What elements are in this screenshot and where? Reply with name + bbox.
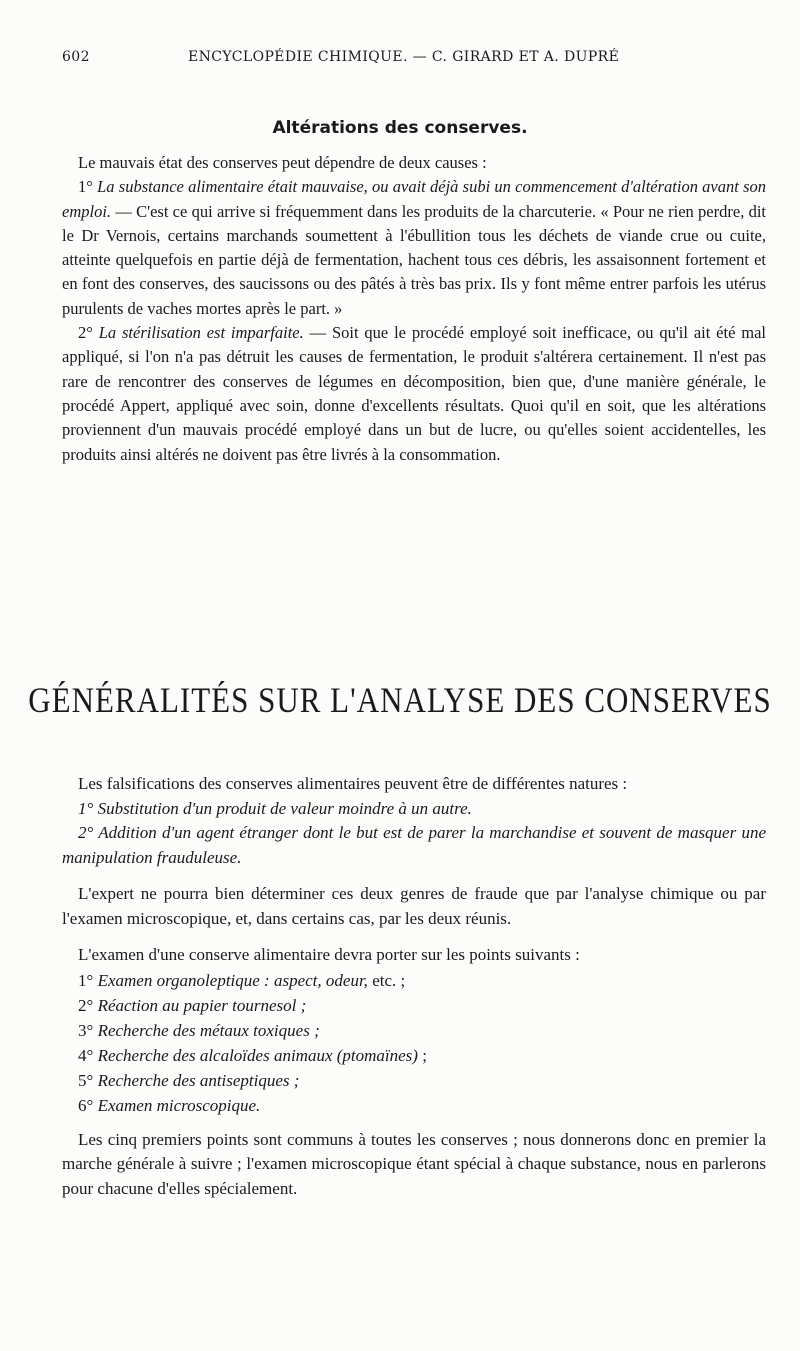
exam-points-list bbox=[62, 968, 766, 1118]
cause-1-text: — C'est ce qui arrive si fréquemment dans les produits de la charcuterie. « Pour ne rien perdre, dit le Dr Vernois, certains marchands soumettent à l'ébullition tous les déchets de viande crue ou cuite, atteinte quelquefois en partie déjà de fermentation, hachent tous ces débris, les assaisonnent fortement et en font des conserves, des saucissons ou des pâtés à très bas prix. Ils y font même entrer parfois les utérus purulents de vaches mortes après le part. » bbox=[62, 201, 767, 318]
exam-point bbox=[62, 1093, 766, 1118]
cause-2-paragraph bbox=[62, 321, 766, 467]
exam-point-suffix: etc. ; bbox=[367, 970, 406, 990]
exam-point-number: 2° bbox=[78, 995, 94, 1015]
page-number: 602 bbox=[62, 49, 90, 65]
exam-point bbox=[62, 1018, 766, 1043]
nature-2-text: Addition d'un agent étranger dont le but est de parer la marchandise et souvent de masquer une manipulation frauduleuse. bbox=[62, 823, 766, 867]
exam-point-number: 4° bbox=[78, 1045, 94, 1065]
nature-1-text: Substitution d'un produit de valeur moindre à un autre. bbox=[97, 798, 472, 818]
expert-paragraph: L'expert ne pourra bien déterminer ces deux genres de fraude que par l'analyse chimique ou par l'examen microscopique, et, dans certains cas, par les deux réunis. bbox=[62, 884, 766, 928]
running-header bbox=[62, 49, 770, 71]
section-title-alterations: Altérations des conserves. bbox=[272, 118, 528, 138]
exam-point bbox=[62, 1043, 766, 1068]
chapter-title: GÉNÉRALITÉS SUR L'ANALYSE DES CONSERVES bbox=[28, 680, 772, 721]
exam-point-text: Examen microscopique. bbox=[97, 1095, 261, 1115]
exam-point-text: Recherche des alcaloïdes animaux (ptomaïnes) bbox=[97, 1045, 418, 1065]
nature-1 bbox=[62, 797, 766, 822]
exam-point bbox=[62, 968, 766, 993]
nature-2 bbox=[62, 821, 766, 870]
exam-point-text: Examen organoleptique : aspect, odeur, bbox=[97, 970, 368, 990]
exam-point-text: Recherche des antiseptiques ; bbox=[97, 1070, 300, 1090]
alterations-body bbox=[62, 151, 766, 467]
exam-point-number: 5° bbox=[78, 1070, 94, 1090]
cause-1-paragraph bbox=[62, 175, 766, 321]
falsifications-intro: Les falsifications des conserves alimentaires peuvent être de différentes natures : bbox=[78, 774, 628, 793]
nature-1-number: 1° bbox=[78, 798, 94, 818]
cause-2-number: 2° bbox=[78, 323, 93, 343]
running-title: ENCYCLOPÉDIE CHIMIQUE. — C. GIRARD ET A. DUPRÉ bbox=[188, 49, 620, 65]
analyse-body bbox=[62, 772, 766, 1201]
cause-1-number: 1° bbox=[78, 177, 93, 197]
closing-paragraph: Les cinq premiers points sont communs à toutes les conserves ; nous donnerons donc en premier la marche générale à suivre ; l'examen microscopique étant spécial à chaque substance, nous en parlerons pour chacune d'elles spécialement. bbox=[62, 1129, 766, 1198]
cause-2-title: La stérilisation est imparfaite. bbox=[98, 323, 304, 343]
alterations-intro: Le mauvais état des conserves peut dépendre de deux causes : bbox=[78, 153, 487, 172]
exam-point-text: Recherche des métaux toxiques ; bbox=[97, 1020, 320, 1040]
cause-2-text: — Soit que le procédé employé soit inefficace, ou qu'il ait été mal appliqué, si l'on n'a pas détruit les causes de fermentation, le produit s'altérera certainement. Il n'est pas rare de rencontrer des conserves de légumes en décomposition, bien que, d'une manière générale, le procédé Appert, appliqué avec soin, donne d'excellents résultats. Quoi qu'il en soit, que les altérations proviennent d'un mauvais procédé employé dans un but de lucre, ou qu'elles soient accidentelles, les produits ainsi altérés ne doivent pas être livrés à la consommation. bbox=[62, 323, 766, 464]
exam-point bbox=[62, 993, 766, 1018]
cause-1-title: La substance alimentaire était mauvaise, ou avait déjà subi un commencement d'altération avant son emploi. bbox=[62, 177, 766, 221]
exam-intro: L'examen d'une conserve alimentaire devra porter sur les points suivants : bbox=[78, 945, 580, 964]
exam-point-number: 3° bbox=[78, 1020, 94, 1040]
nature-2-number: 2° bbox=[78, 823, 94, 842]
exam-point-text: Réaction au papier tournesol ; bbox=[97, 995, 307, 1015]
exam-point-number: 1° bbox=[78, 970, 94, 990]
exam-point bbox=[62, 1068, 766, 1093]
exam-point-suffix: ; bbox=[417, 1045, 427, 1065]
exam-point-number: 6° bbox=[78, 1095, 94, 1115]
